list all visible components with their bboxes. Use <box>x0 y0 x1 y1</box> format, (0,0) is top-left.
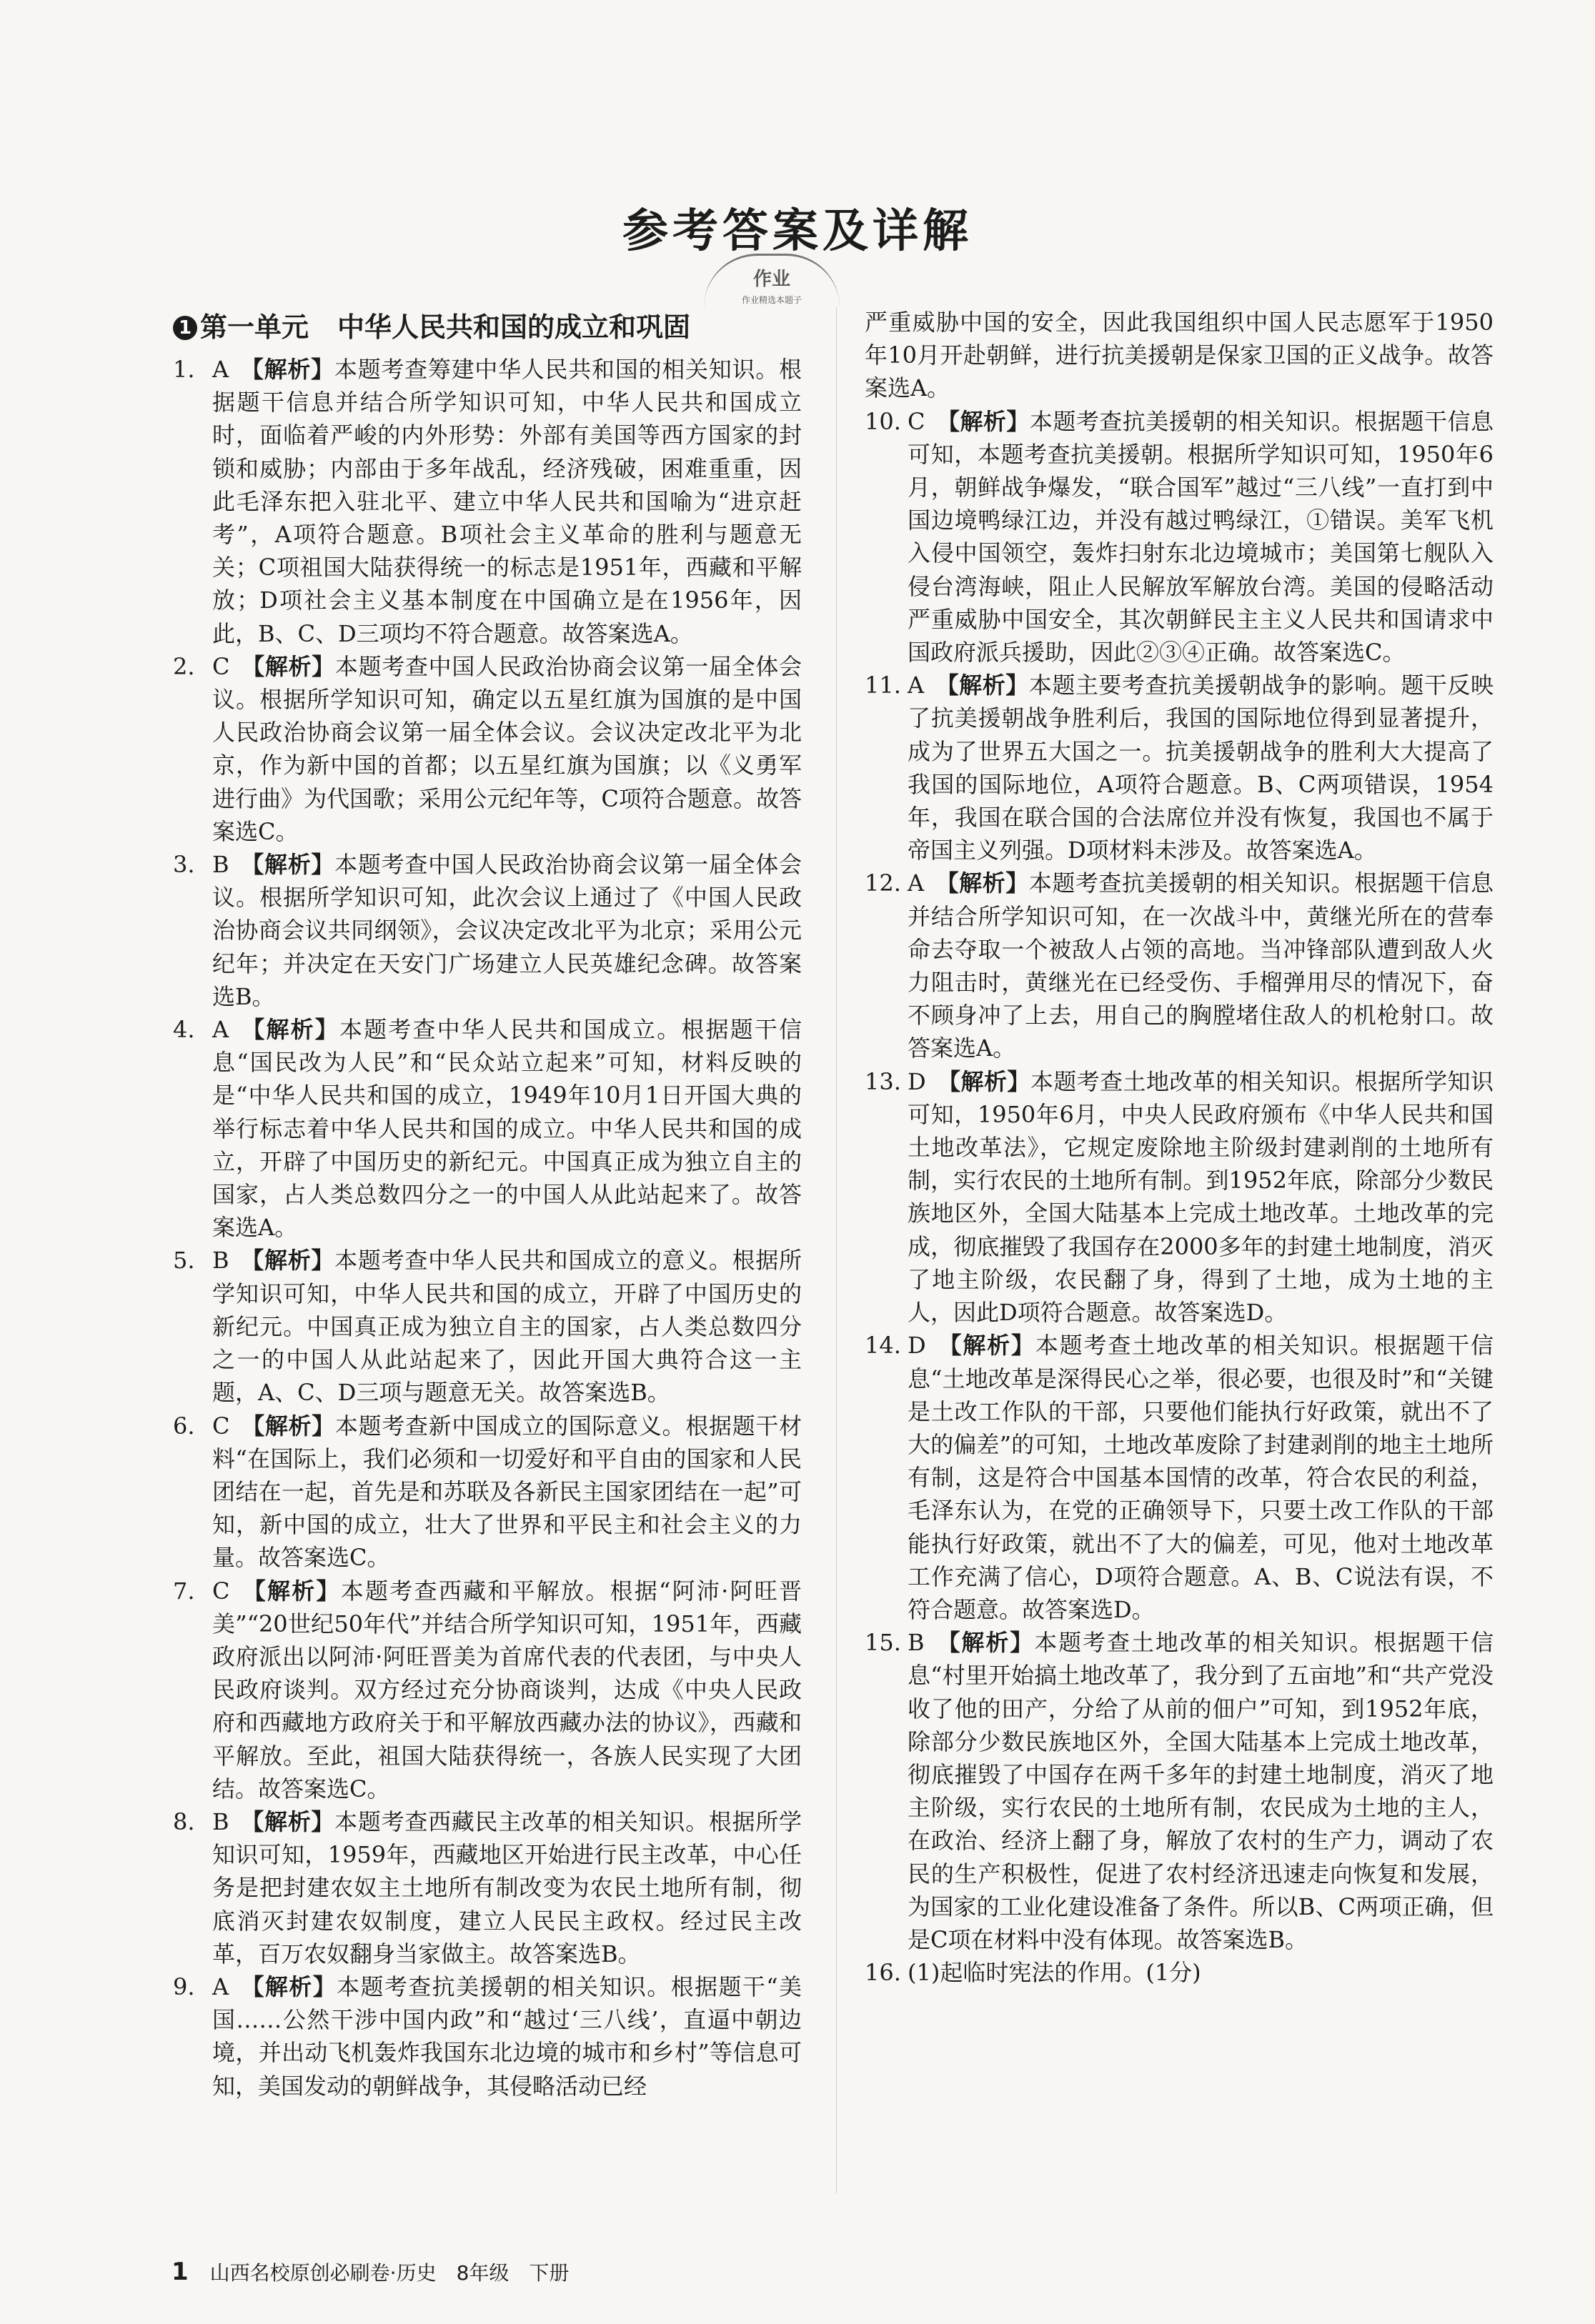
analysis-text: 本题考查西藏和平解放。根据“阿沛·阿旺晋美”“20世纪50年代”并结合所学知识可知，1951年，西藏政府派出以阿沛·阿旺晋美为首席代表的代表团，与中央人民政府谈判。双方经过充分协商谈判，达成《中央人民政府和西藏地方政府关于和平解放西藏办法的协议》，西藏和平解放。至此，祖国大陆获得统一，各族人民实现了大团结。故答案选C。 <box>212 1577 802 1802</box>
question-number: 6. <box>173 1412 195 1440</box>
answer-item <box>865 405 1494 669</box>
footer-text: 山西名校原创必刷卷·历史 8年级 下册 <box>209 2261 570 2285</box>
analysis-tag: 【解析】 <box>240 356 334 383</box>
analysis-tag: 【解析】 <box>935 672 1029 699</box>
unit-number-badge: 1 <box>173 316 197 340</box>
question-number: 13. <box>865 1067 901 1095</box>
question-number: 12. <box>865 869 901 897</box>
question-number: 14. <box>865 1332 901 1360</box>
page-number: 1 <box>172 2258 189 2286</box>
question-number: 16. <box>865 1959 901 1987</box>
answer-item <box>173 1805 802 1970</box>
answer-item <box>865 669 1494 867</box>
answer-item <box>173 1410 802 1575</box>
page-title: 参考答案及详解 <box>622 204 973 258</box>
question-number: 1. <box>173 356 195 383</box>
answer-item <box>865 1956 1494 1989</box>
analysis-tag: 【解析】 <box>935 869 1029 897</box>
answer-item <box>173 1970 802 2103</box>
answer-item <box>173 353 802 650</box>
analysis-text: 本题考查中国人民政治协商会议第一届全体会议。根据所学知识可知，此次会议上通过了《中国人民政治协商会议共同纲领》，会议决定改北平为北京；采用公元纪年；并决定在天安门广场建立人民英雄纪念碑。故答案选B。 <box>212 851 802 1010</box>
unit-heading <box>173 307 802 347</box>
answer-item <box>865 1065 1494 1330</box>
analysis-tag: 【解析】 <box>937 1332 1035 1360</box>
answer-letter: A <box>212 356 229 383</box>
analysis-tag: 【解析】 <box>240 1807 335 1835</box>
unit-name: 中华人民共和国的成立和巩固 <box>337 311 691 343</box>
stamp-top-text: 作业 <box>752 269 790 290</box>
question-number: 2. <box>173 652 195 680</box>
question-number: 11. <box>865 672 901 699</box>
question-number: 7. <box>173 1577 195 1605</box>
continued-text: 严重威胁中国的安全，因此我国组织中国人民志愿军于1950年10月开赴朝鲜，进行抗美援朝是保家卫国的正义战争。故答案选A。 <box>865 309 1494 402</box>
analysis-tag: 【解析】 <box>936 407 1030 435</box>
answer-item <box>173 1575 802 1805</box>
answer-item <box>173 848 802 1013</box>
answer-letter: A <box>212 1016 229 1044</box>
answer-letter: B <box>212 1247 229 1275</box>
answer-letter: C <box>212 1577 230 1605</box>
analysis-tag: 【解析】 <box>937 1067 1030 1095</box>
answer-letter: B <box>212 851 229 879</box>
question-number: 3. <box>173 851 195 879</box>
page-footer <box>172 2258 569 2286</box>
answer-item <box>865 1329 1494 1626</box>
answer-letter: D <box>908 1067 926 1095</box>
answer-letter: B <box>212 1807 229 1835</box>
answer-letter: A <box>908 672 925 699</box>
answer-item <box>173 650 802 848</box>
analysis-tag: 【解析】 <box>240 851 335 879</box>
analysis-text: 本题考查新中国成立的国际意义。根据题干材料“在国际上，我们必须和一切爱好和平自由的国家和人民团结在一起，首先是和苏联及各新民主国家团结在一起”可知，新中国的成立，壮大了世界和平民主和社会主义的力量。故答案选C。 <box>212 1412 802 1572</box>
answer-item <box>173 1244 802 1409</box>
answer-letter: C <box>212 652 230 680</box>
answer-letter: C <box>212 1412 230 1440</box>
answer-item <box>173 1013 802 1244</box>
question-number: 5. <box>173 1247 195 1275</box>
analysis-text: 本题考查抗美援朝的相关知识。根据题干“美国……公然干涉中国内政”和“越过‘三八线’，直逼中朝边境，并出动飞机轰炸我国东北边境的城市和乡村”等信息可知，美国发动的朝鲜战争，其侵略活动已经 <box>212 1973 802 2100</box>
analysis-tag: 【解析】 <box>241 652 335 680</box>
question-number: 10. <box>865 407 901 435</box>
answer-letter: D <box>908 1332 926 1360</box>
answer-list-left <box>173 353 802 2103</box>
answer-letter: C <box>908 407 925 435</box>
analysis-tag: 【解析】 <box>240 1016 339 1044</box>
left-column <box>173 307 802 2103</box>
question-number: 4. <box>173 1016 195 1044</box>
analysis-text: 本题考查西藏民主改革的相关知识。根据所学知识可知，1959年，西藏地区开始进行民主改革，中心任务是把封建农奴主土地所有制改变为农民土地所有制，彻底消灭封建农奴制度，建立人民民主政权。经过民主改革，百万农奴翻身当家做主。故答案选B。 <box>212 1807 802 1968</box>
analysis-text: 本题考查抗美援朝的相关知识。根据题干信息可知，本题考查抗美援朝。根据所学知识可知，1950年6月，朝鲜战争爆发，“联合国军”越过“三八线”一直打到中国边境鸭绿江边，并没有越过鸭绿江，①错误。美军飞机入侵中国领空，轰炸扫射东北边境城市；美国第七舰队入侵台湾海峡，阻止人民解放军解放台湾。美国的侵略活动严重威胁中国安全，其次朝鲜民主主义人民共和国请求中国政府派兵援助，因此②③④正确。故答案选C。 <box>908 407 1494 667</box>
question-number: 15. <box>865 1629 901 1657</box>
stamp-bottom-text: 作业精选本题子 <box>741 295 802 305</box>
homework-stamp <box>704 254 840 307</box>
answer-letter: A <box>212 1973 229 2000</box>
analysis-text: 本题考查筹建中华人民共和国的相关知识。根据题干信息并结合所学知识可知，中华人民共和国成立时，面临着严峻的内外形势：外部有美国等西方国家的封锁和威胁；内部由于多年战乱，经济残破，困难重重，因此毛泽东把入驻北平、建立中华人民共和国喻为“进京赶考”，A项符合题意。B项社会主义革命的胜利与题意无关；C项祖国大陆获得统一的标志是1951年，西藏和平解放；D项社会主义基本制度在中国确立是在1956年，因此，B、C、D三项均不符合题意。故答案选A。 <box>212 356 802 647</box>
answer-item <box>865 867 1494 1064</box>
analysis-tag: 【解析】 <box>240 1973 337 2000</box>
analysis-text: (1)起临时宪法的作用。(1分) <box>908 1959 1201 1987</box>
analysis-tag: 【解析】 <box>241 1577 341 1605</box>
analysis-text: 本题考查土地改革的相关知识。根据题干信息“土地改革是深得民心之举，很必要，也很及时”和“关键是土改工作队的干部，只要他们能执行好政策，就出不了大的偏差”的可知，土地改革废除了封建剥削的地主土地所有制，这是符合中国基本国情的改革，符合农民的利益，毛泽东认为，在党的正确领导下，只要土改工作队的干部能执行好政策，就出不了大的偏差，可见，他对土地改革工作充满了信心，D项符合题意。A、B、C说法有误，不符合题意。故答案选D。 <box>908 1332 1494 1623</box>
analysis-text: 本题主要考查抗美援朝战争的影响。题干反映了抗美援朝战争胜利后，我国的国际地位得到显著提升，成为了世界五大国之一。抗美援朝战争的胜利大大提高了我国的国际地位，A项符合题意。B、C两项错误，1954年，我国在联合国的合法席位并没有恢复，我国也不属于帝国主义列强。D项材料未涉及。故答案选A。 <box>908 672 1494 864</box>
analysis-text: 本题考查土地改革的相关知识。根据所学知识可知，1950年6月，中央人民政府颁布《中华人民共和国土地改革法》，它规定废除地主阶级封建剥削的土地所有制，实行农民的土地所有制。到1952年底，除部分少数民族地区外，全国大陆基本上完成土地改革。土地改革的完成，彻底摧毁了我国存在2000多年的封建土地制度，消灭了地主阶级，农民翻了身，得到了土地，成为土地的主人，因此D项符合题意。故答案选D。 <box>908 1067 1494 1327</box>
analysis-text: 本题考查土地改革的相关知识。根据题干信息“村里开始搞土地改革了，我分到了五亩地”和“共产党没收了他的田产，分给了从前的佃户”可知，到1952年底，除部分少数民族地区外，全国大陆基本上完成土地改革，彻底摧毁了中国存在两千多年的封建土地制度，消灭了地主阶级，实行农民的土地所有制，农民成为土地的主人，在政治、经济上翻了身，解放了农村的生产力，调动了农民的生产积极性，促进了农村经济迅速走向恢复和发展，为国家的工业化建设准备了条件。所以B、C两项正确，但是C项在材料中没有体现。故答案选B。 <box>908 1629 1494 1953</box>
analysis-tag: 【解析】 <box>241 1412 335 1440</box>
analysis-text: 本题考查中国人民政治协商会议第一届全体会议。根据所学知识可知，确定以五星红旗为国旗的是中国人民政治协商会议第一届全体会议。会议决定改北平为北京，作为新中国的首都；以五星红旗为国旗；以《义勇军进行曲》为代国歌；采用公元纪年等，C项符合题意。故答案选C。 <box>212 652 802 845</box>
answer-list-right <box>865 405 1494 1990</box>
right-column <box>865 306 1494 1989</box>
answer-letter: A <box>908 869 925 897</box>
question-number: 8. <box>173 1807 195 1835</box>
column-divider <box>836 307 837 2193</box>
analysis-text: 本题考查中华人民共和国成立。根据题干信息“国民改为人民”和“民众站立起来”可知，材料反映的是“中华人民共和国的成立，1949年10月1日开国大典的举行标志着中华人民共和国的成立。中华人民共和国的成立，开辟了中国历史的新纪元。中国真正成为独立自主的国家，占人类总数四分之一的中国人从此站起来了。故答案选A。 <box>212 1016 802 1242</box>
unit-label: 第一单元 <box>200 311 309 343</box>
analysis-text: 本题考查抗美援朝的相关知识。根据题干信息并结合所学知识可知，在一次战斗中，黄继光所在的营奉命去夺取一个被敌人占领的高地。当冲锋部队遭到敌人火力阻击时，黄继光在已经受伤、手榴弹用尽的情况下，奋不顾身冲了上去，用自己的胸膛堵住敌人的机枪射口。故答案选A。 <box>908 869 1494 1062</box>
analysis-tag: 【解析】 <box>935 1629 1035 1657</box>
question-number: 9. <box>173 1973 195 2000</box>
answer-item <box>865 1626 1494 1956</box>
analysis-text: 本题考查中华人民共和国成立的意义。根据所学知识可知，中华人民共和国的成立，开辟了中国历史的新纪元。中国真正成为独立自主的国家，占人类总数四分之一的中国人从此站起来了，因此开国大典符合这一主题，A、C、D三项与题意无关。故答案选B。 <box>212 1247 802 1407</box>
analysis-tag: 【解析】 <box>240 1247 335 1275</box>
answer-letter: B <box>908 1629 925 1657</box>
